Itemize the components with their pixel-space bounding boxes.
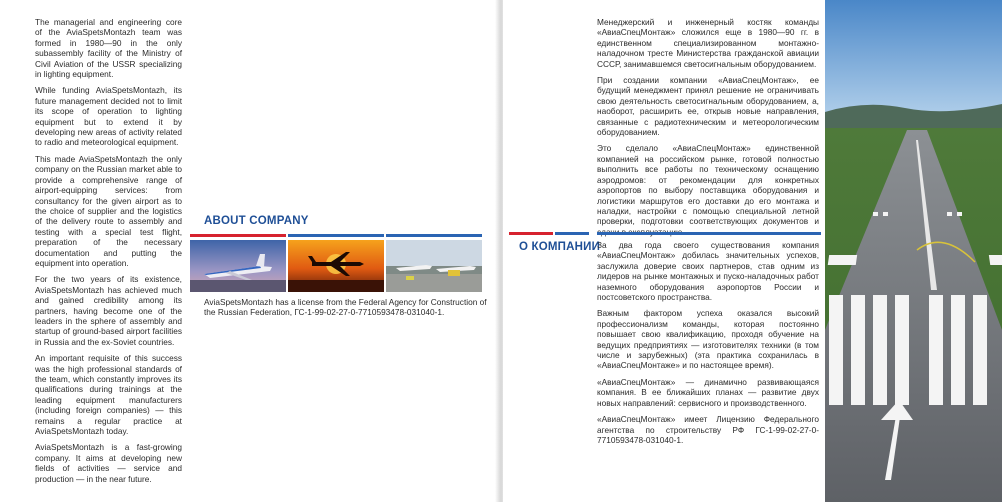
paragraph: AviaSpetsMontazh is a fast-growing company. It aims at developing new fields of activities — service and production — in the near future. — [35, 442, 182, 484]
paragraph: While funding AviaSpetsMontazh, its future management decided not to limit its scope of operation to lighting equipment but to extend it by developing new areas of activity related to radio and meteorological equipment. — [35, 85, 182, 148]
paragraph: Это сделало «АвиаСпецМонтаж» единственной компанией на российском рынке, готовой полностью выполнить все работы по техническому оснащению аэродромов: от рекомендации для конкретных аэропортов по выбору поставщика оборудования и логистики маршрутов его доставки до его монтажа и наладки, настройки с помощью специальной летной проверки, подготовки соответствующих документов и — [597, 143, 819, 227]
about-company-heading: ABOUT COMPANY — [204, 215, 309, 227]
russian-text-column-top — [597, 17, 819, 243]
paragraph: «АвиаСпецМонтаж» имеет Лицензию Федерального агентства по строительству РФ ГС-1-99-02-27-0-7710593478-031040-1. — [597, 414, 819, 445]
blue-stripe — [597, 232, 821, 235]
blue-stripe — [288, 234, 384, 237]
english-text-column — [35, 17, 182, 490]
paragraph: An important requisite of this success was the high professional standards of the team, which constantly improves its qualifications during trainings at the leading equipment manufacturers (including foreign companies) — this remains a regular practice at AviaSpetsMontazh today. — [35, 353, 182, 437]
runway-photo — [825, 0, 1002, 502]
license-caption: AviaSpetsMontazh has a license from the Federal Agency for Construction of the Russian Federation, ГС-1-99-02-27-0-7710593478-031040-1. — [204, 297, 487, 318]
paragraph: Менеджерский и инженерный костяк команды «АвиаСпецМонтаж» сложился еще в 1980—90 гг. в единственном специализированном монтажно-наладочном тресте Министерства гражданской авиации СССР, занимавшемся светосигнальным оборудованием. — [597, 17, 819, 69]
airliner-sunset-photo — [288, 240, 384, 292]
red-stripe — [509, 232, 553, 235]
paragraph: The managerial and engineering core of the AviaSpetsMontazh team was formed in 1980—90 in the only subassembly facility of the Ministry of Civil Aviation of the USSR specializing in lighting equipment. — [35, 17, 182, 80]
blue-stripe — [555, 232, 589, 235]
airliner-on-apron-photo — [190, 240, 286, 292]
left-page — [0, 0, 499, 502]
paragraph: This made AviaSpetsMontazh the only company on the Russian market able to provide a comprehensive range of airport-equipping services: from consultancy for the given airport as to the choice of supplier and the logistics of the delivery route to assembly and testing with a special test flight, preparation of the necessary documentation and putting the equipment into operation. — [35, 153, 182, 268]
paragraph: Важным фактором успеха оказался высокий профессионализм команды, которая постоянно повышает свою квалификацию, проходя обучение на ведущих предприятиях — изготовителях техники (в том числе и зарубежных) (эта практика сохранилась в «АвиаСпецМонтаже» и по настоящее время). — [597, 308, 819, 371]
airport-apron-photo — [386, 240, 482, 292]
right-page — [503, 0, 1002, 502]
paragraph: При создании компании «АвиаСпецМонтаж», ее будущий менеджмент принял решение не ограничивать свою деятельность светосигнальным оборудованием, а, наоборот, расширить ее, открыв новые направления, связанные с радиотехническим и метеорологическим оборудованием. — [597, 75, 819, 138]
paragraph: For the two years of its existence, AviaSpetsMontazh has achieved much and gained credibility among its partners, having become one of the leaders in the sphere of assembly and startup of ground-based airport facilities in Russia and the ex-Soviet countries. — [35, 274, 182, 347]
blue-stripe — [386, 234, 482, 237]
russian-text-column-bottom — [597, 240, 819, 451]
red-stripe — [190, 234, 286, 237]
paragraph: За два года своего существования компания «АвиаСпецМонтаж» добилась значительных успехов, заслужила доверие своих партнеров, став одним из лидеров на рынке монтажных и пуско-наладочных работ наземного оборудования аэропортов России и постсоветского пространства. — [597, 240, 819, 303]
paragraph: «АвиаСпецМонтаж» — динамично развивающаяся компания. В ее ближайших планах — развитие двух новых направлений: сервисного и производственного. — [597, 376, 819, 408]
o-kompanii-heading: О КОМПАНИИ — [519, 241, 601, 253]
